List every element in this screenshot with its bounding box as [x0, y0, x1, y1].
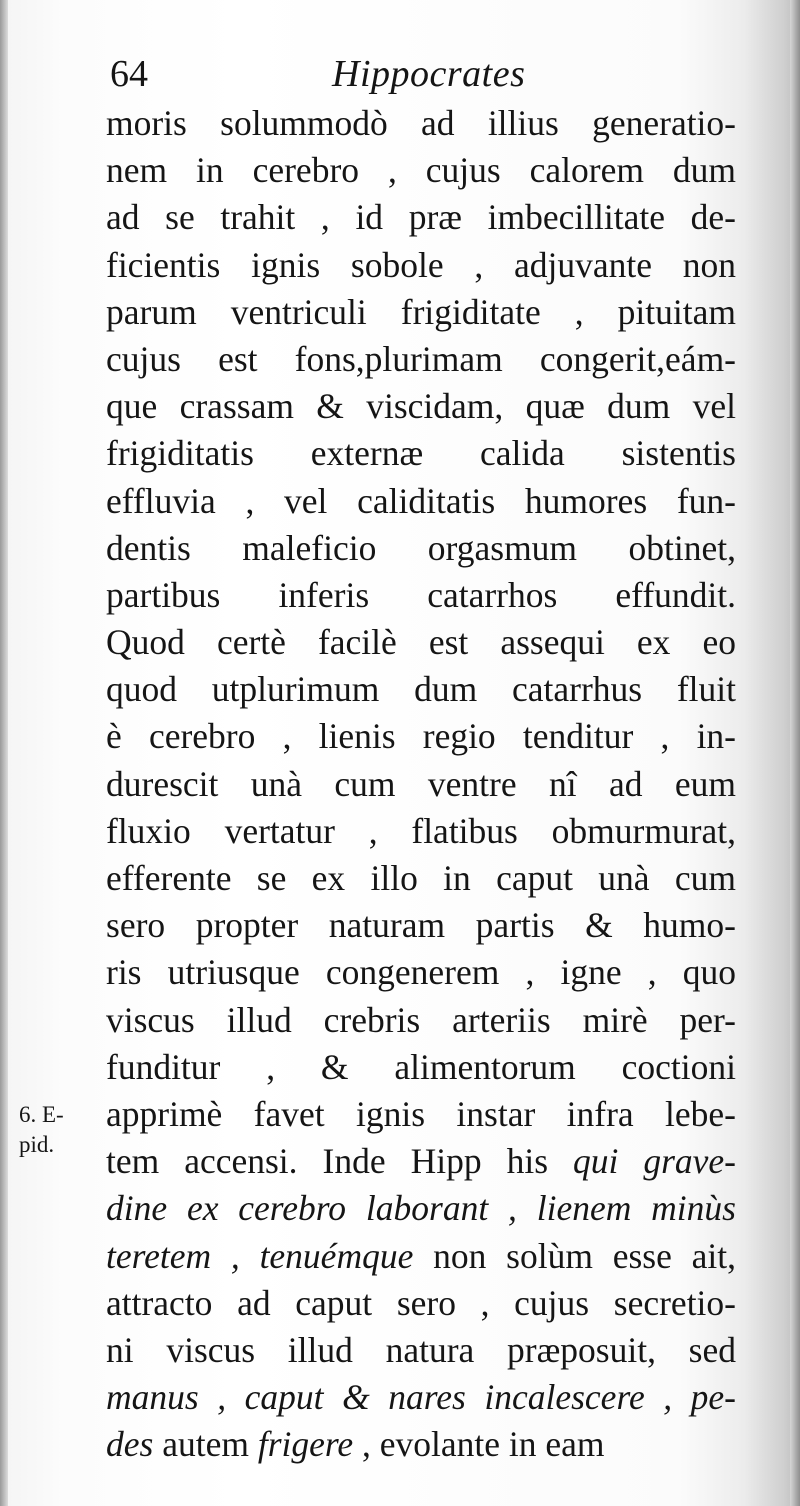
text-segment: efferente se ex illo in caput unà cum — [106, 858, 736, 898]
text-segment: ni viscus illud natura præposuit, sed — [106, 1329, 736, 1370]
text-line — [106, 336, 736, 383]
text-line — [106, 949, 736, 996]
text-line — [106, 997, 736, 1044]
text-line — [106, 289, 736, 336]
italic-text-segment: frigere — [257, 1424, 354, 1465]
text-line — [106, 525, 736, 572]
text-segment: attracto ad caput sero , cujus secretio- — [106, 1282, 736, 1323]
text-line — [106, 808, 736, 855]
running-head — [110, 44, 750, 104]
text-line — [106, 1138, 736, 1185]
text-line — [106, 1374, 736, 1421]
page-left-edge-shadow — [0, 0, 8, 1506]
text-segment: quod utplurimum dum catarrhus fluit — [106, 669, 736, 710]
text-line — [106, 1327, 736, 1374]
text-segment: durescit unà cum ventre nî ad eum — [106, 763, 736, 804]
text-segment: ad se trahit , id præ imbecillitate de- — [106, 197, 736, 238]
italic-text-segment: des — [106, 1424, 154, 1465]
italic-text-segment: dine ex cerebro laborant , lienem minùs — [106, 1188, 736, 1229]
body-text — [106, 100, 736, 1468]
italic-text-segment: teretem , tenuémque — [106, 1235, 414, 1276]
text-line — [106, 761, 736, 808]
text-line — [106, 430, 736, 477]
text-segment: è cerebro , lienis regio tenditur , in- — [106, 716, 736, 757]
text-segment: moris solummodò ad illius generatio- — [106, 103, 736, 143]
text-line — [106, 147, 736, 194]
text-line — [106, 478, 736, 525]
text-segment: effluvia , vel caliditatis humores fun- — [106, 480, 736, 521]
text-line — [106, 1421, 736, 1468]
text-segment: funditur , & alimentorum coctioni — [106, 1046, 736, 1087]
italic-text-segment: qui grave- — [573, 1141, 736, 1182]
page-gutter-shadow — [790, 0, 800, 1506]
text-segment: partibus inferis catarrhos effundit. — [106, 574, 736, 615]
marginal-note-line: pid. — [19, 1132, 55, 1157]
marginal-note — [19, 1100, 99, 1160]
text-line — [106, 1280, 736, 1327]
text-line — [106, 902, 736, 949]
text-segment: viscus illud crebris arteriis mirè per- — [106, 999, 736, 1040]
text-line — [106, 383, 736, 430]
text-segment: sero propter naturam partis & humo- — [106, 905, 736, 946]
text-segment: frigiditatis externæ calida sistentis — [106, 433, 736, 474]
text-line — [106, 666, 736, 713]
page-number: 64 — [110, 53, 148, 95]
italic-text-segment: manus , caput & nares incalescere , pe- — [106, 1377, 736, 1418]
text-line — [106, 1044, 736, 1091]
text-segment: cujus est fons,plurimam congerit,eám- — [106, 338, 736, 379]
text-segment: dentis maleficio orgasmum obtinet, — [106, 527, 736, 568]
text-segment: non solùm esse ait, — [413, 1235, 737, 1276]
text-line — [106, 1091, 736, 1138]
text-line — [106, 855, 736, 902]
text-segment: que crassam & viscidam, quæ dum vel — [106, 386, 736, 427]
text-line — [106, 619, 736, 666]
text-line — [106, 100, 736, 147]
text-segment: autem — [153, 1424, 258, 1465]
text-segment: tem accensi. Inde Hipp his — [106, 1141, 573, 1182]
text-segment: parum ventriculi frigiditate , pituitam — [106, 291, 736, 332]
running-title: Hippocrates — [332, 53, 526, 95]
text-line — [106, 572, 736, 619]
text-segment: ficientis ignis sobole , adjuvante non — [106, 244, 736, 285]
marginal-note-line: 6. E- — [19, 1102, 64, 1127]
text-segment: ris utriusque congenerem , igne , quo — [106, 952, 736, 993]
text-line — [106, 713, 736, 760]
text-line — [106, 194, 736, 241]
text-segment: Quod certè facilè est assequi ex eo — [106, 622, 736, 663]
text-line — [106, 1233, 736, 1280]
text-segment: apprimè favet ignis instar infra lebe- — [106, 1093, 736, 1134]
text-line — [106, 242, 736, 289]
text-segment: nem in cerebro , cujus calorem dum — [106, 150, 736, 191]
text-segment: , evolante in eam — [353, 1424, 605, 1465]
text-segment: fluxio vertatur , flatibus obmurmurat, — [106, 810, 736, 851]
text-line — [106, 1185, 736, 1232]
